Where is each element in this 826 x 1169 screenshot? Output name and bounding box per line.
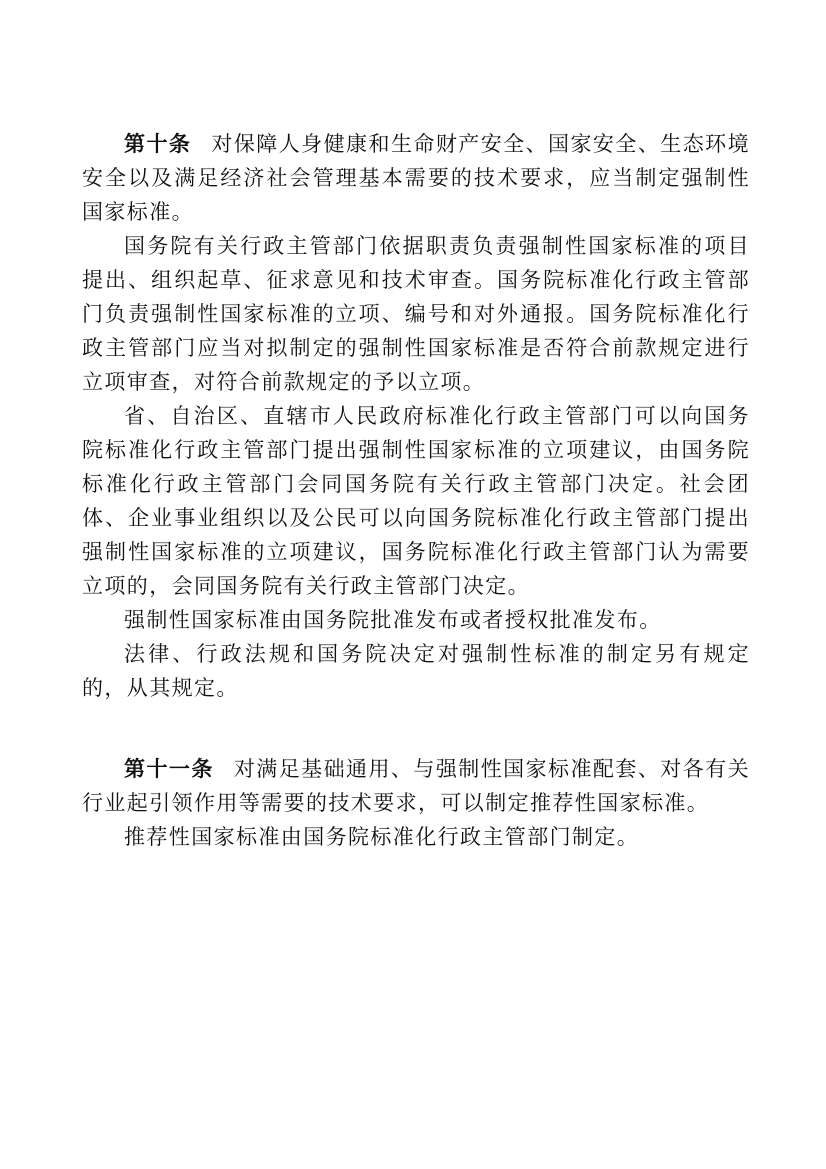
article-10-paragraph-1 (82, 127, 750, 229)
article-10-paragraph-3: 省、自治区、直辖市人民政府标准化行政主管部门可以向国务院标准化行政主管部门提出强制性国家标准的立项建议，由国务院标准化行政主管部门会同国务院有关行政主管部门决定。社会团体、企业事业组织以及公民可以向国务院标准化行政主管部门提出强制性国家标准的立项建议，国务院标准化行政主管部门认为需要立项的，会同国务院有关行政主管部门决定。 (82, 404, 750, 598)
article-10-text-1: 对保障人身健康和生命财产安全、国家安全、生态环境安全以及满足经济社会管理基本需要的技术要求，应当制定强制性国家标准。 (82, 132, 750, 224)
article-11-number: 第十一条 (124, 757, 214, 781)
section-gap (82, 705, 750, 752)
article-10-paragraph-2: 国务院有关行政主管部门依据职责负责强制性国家标准的项目提出、组织起草、征求意见和技术审查。国务院标准化行政主管部门负责强制性国家标准的立项、编号和对外通报。国务院标准化行政主管部门应当对拟制定的强制性国家标准是否符合前款规定进行立项审查，对符合前款规定的予以立项。 (82, 234, 750, 394)
article-10-paragraph-4: 强制性国家标准由国务院批准发布或者授权批准发布。 (124, 608, 662, 632)
document-body (82, 127, 750, 854)
article-11-paragraph-2: 推荐性国家标准由国务院标准化行政主管部门制定。 (124, 825, 640, 849)
article-10-paragraph-5: 法律、行政法规和国务院决定对强制性标准的制定另有规定的，从其规定。 (82, 642, 750, 700)
article-11-paragraph-1 (82, 752, 750, 820)
article-10-number: 第十条 (124, 132, 192, 156)
article-11-text-1: 对满足基础通用、与强制性国家标准配套、对各有关行业起引领作用等需要的技术要求，可以制定推荐性国家标准。 (82, 757, 750, 815)
